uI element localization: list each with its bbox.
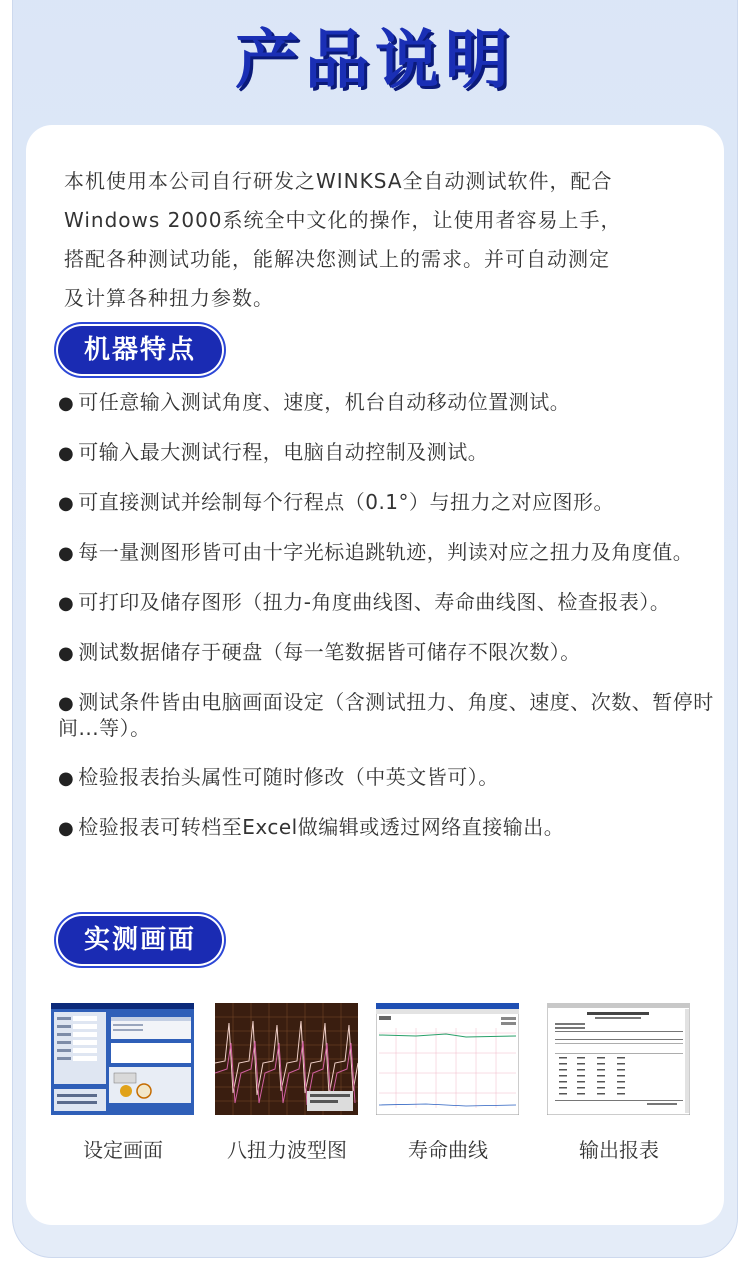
feature-item: ● 测试数据储存于硬盘（每一笔数据皆可储存不限次数）。 [58,640,581,664]
bullet-icon: ● [58,693,75,714]
features-heading: 机器特点 [58,326,222,374]
feature-list [58,390,718,865]
bullet-icon: ● [58,768,75,789]
intro-line: 搭配各种测试功能，能解决您测试上的需求。并可自动测定 [64,247,610,271]
screenshot-caption: 八扭力波型图 [227,1138,347,1162]
bullet-icon: ● [58,818,75,839]
feature-item: ● 可任意输入测试角度、速度，机台自动移动位置测试。 [58,390,571,414]
intro-line: 及计算各种扭力参数。 [64,286,274,310]
feature-item: ● 可直接测试并绘制每个行程点（0.1°）与扭力之对应图形。 [58,490,615,514]
screenshot-gallery [50,1003,710,1163]
bullet-icon: ● [58,393,75,414]
bullet-icon: ● [58,593,75,614]
bullet-icon: ● [58,643,75,664]
intro-line: Windows 2000系统全中文化的操作，让使用者容易上手， [64,208,622,232]
screens-heading: 实测画面 [58,916,222,964]
feature-item: ● 每一量测图形皆可由十字光标追跳轨迹，判读对应之扭力及角度值。 [58,540,694,564]
feature-item: ● 检验报表抬头属性可随时修改（中英文皆可）。 [58,765,499,789]
intro-line: 本机使用本公司自行研发之WINKSA全自动测试软件，配合 [64,169,613,193]
feature-item: ● 可打印及储存图形（扭力-角度曲线图、寿命曲线图、检查报表）。 [58,590,671,614]
waveform-thumbnail [215,1003,358,1115]
bullet-icon: ● [58,493,75,514]
life-curve-thumbnail [376,1003,519,1115]
intro-paragraph [64,162,694,318]
feature-item: ● 测试条件皆由电脑画面设定（含测试扭力、角度、速度、次数、暂停时间...等）。 [58,690,714,740]
feature-item: ● 检验报表可转档至Excel做编辑或透过网络直接输出。 [58,815,565,839]
screenshot-caption: 输出报表 [579,1138,659,1162]
settings-screen-thumbnail [51,1003,194,1115]
page-title: 产品说明 [235,24,515,98]
report-thumbnail [547,1003,690,1115]
screenshot-caption: 设定画面 [83,1138,163,1162]
screenshot-caption: 寿命曲线 [408,1138,488,1162]
bullet-icon: ● [58,443,75,464]
feature-item: ● 可输入最大测试行程，电脑自动控制及测试。 [58,440,489,464]
bullet-icon: ● [58,543,75,564]
